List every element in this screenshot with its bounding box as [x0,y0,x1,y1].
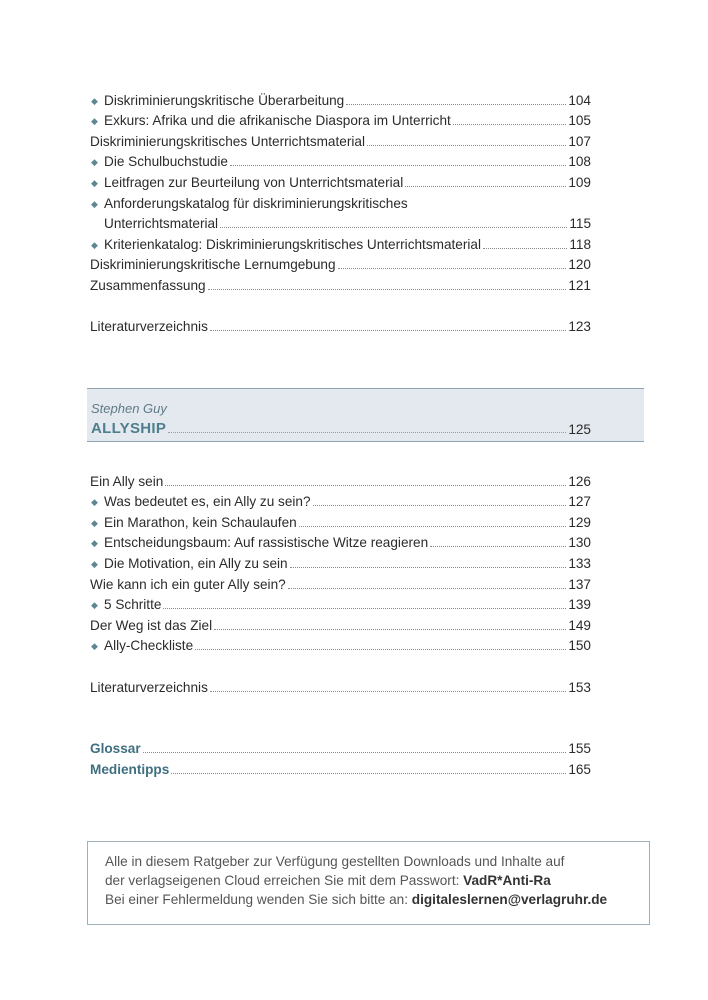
toc-top [90,88,591,335]
diamond-bullet-icon: ◆ [91,116,98,127]
toc-entry[interactable]: ◆ Exkurs: Afrika und die afrikanische Diaspora im Unterricht 105 [91,113,591,129]
toc-entry-continued[interactable]: Unterrichtsmaterial 115 [104,216,591,232]
toc-entry[interactable]: ◆ Die Motivation, ein Ally zu sein 133 [91,555,591,571]
diamond-bullet-icon: ◆ [91,177,98,188]
section-title-row [91,419,591,437]
toc-ally [90,469,591,778]
toc-entry[interactable]: ◆ Ally-Checkliste 150 [91,638,591,654]
diamond-bullet-icon: ◆ [91,517,98,528]
toc-entry[interactable]: ◆ Entscheidungsbaum: Auf rassistische Witze reagieren 130 [91,535,591,551]
toc-entry-literature[interactable]: Literaturverzeichnis 123 [90,319,591,335]
section-title: ALLYSHIP [91,420,167,437]
toc-entry[interactable]: Diskriminierungskritische Lernumgebung 120 [90,257,591,273]
diamond-bullet-icon: ◆ [91,558,98,569]
toc-entry[interactable]: ◆ Ein Marathon, kein Schaulaufen 129 [91,514,591,530]
toc-entry[interactable]: ◆ Diskriminierungskritische Überarbeitung 104 [91,92,591,108]
section-page: 125 [568,422,591,437]
toc-entry[interactable]: ◆ Kriterienkatalog: Diskriminierungskritisches Unterrichtsmaterial 118 [91,236,591,252]
toc-entry-medientipps[interactable]: Medientipps 165 [90,761,591,777]
diamond-bullet-icon: ◆ [91,239,98,250]
diamond-bullet-icon: ◆ [91,95,98,106]
toc-entry[interactable]: Wie kann ich ein guter Ally sein? 137 [90,576,591,592]
toc-entry[interactable]: Zusammenfassung 121 [90,277,591,293]
toc-entry[interactable]: ◆ Was bedeutet es, ein Ally zu sein? 127 [91,494,591,510]
password-text: VadR*Anti-Ra [463,873,551,888]
email-link[interactable]: digitaleslernen@verlagruhr.de [411,892,608,907]
toc-entry-literature[interactable]: Literaturverzeichnis 153 [90,679,591,695]
download-notice-box [87,841,650,925]
toc-entry[interactable]: Diskriminierungskritisches Unterrichtsmaterial 107 [90,133,591,149]
diamond-bullet-icon: ◆ [91,157,98,168]
diamond-bullet-icon: ◆ [91,641,98,652]
notice-line-3: Bei einer Fehlermeldung wenden Sie sich bitte an: digitaleslernen@verlagruhr.de [105,892,608,907]
toc-entry[interactable]: ◆ Leitfragen zur Beurteilung von Unterrichtsmaterial 109 [91,174,591,190]
toc-entry-glossar[interactable]: Glossar 155 [90,741,591,757]
section-header-allyship[interactable] [87,388,644,442]
diamond-bullet-icon: ◆ [91,538,98,549]
notice-line-1: Alle in diesem Ratgeber zur Verfügung gestellten Downloads und Inhalte auf [105,854,565,869]
diamond-bullet-icon: ◆ [91,600,98,611]
toc-entry[interactable]: ◆ Die Schulbuchstudie 108 [91,154,591,170]
toc-entry[interactable]: ◆ Anforderungskatalog für diskriminierungskritisches [91,195,408,211]
notice-line-2: der verlagseigenen Cloud erreichen Sie mit dem Passwort: VadR*Anti-Ra [105,873,551,888]
toc-entry[interactable]: Der Weg ist das Ziel 149 [90,617,591,633]
diamond-bullet-icon: ◆ [91,198,98,209]
toc-entry[interactable]: Ein Ally sein 126 [90,473,591,489]
section-author: Stephen Guy [91,401,167,416]
toc-entry[interactable]: ◆ 5 Schritte 139 [91,597,591,613]
diamond-bullet-icon: ◆ [91,497,98,508]
